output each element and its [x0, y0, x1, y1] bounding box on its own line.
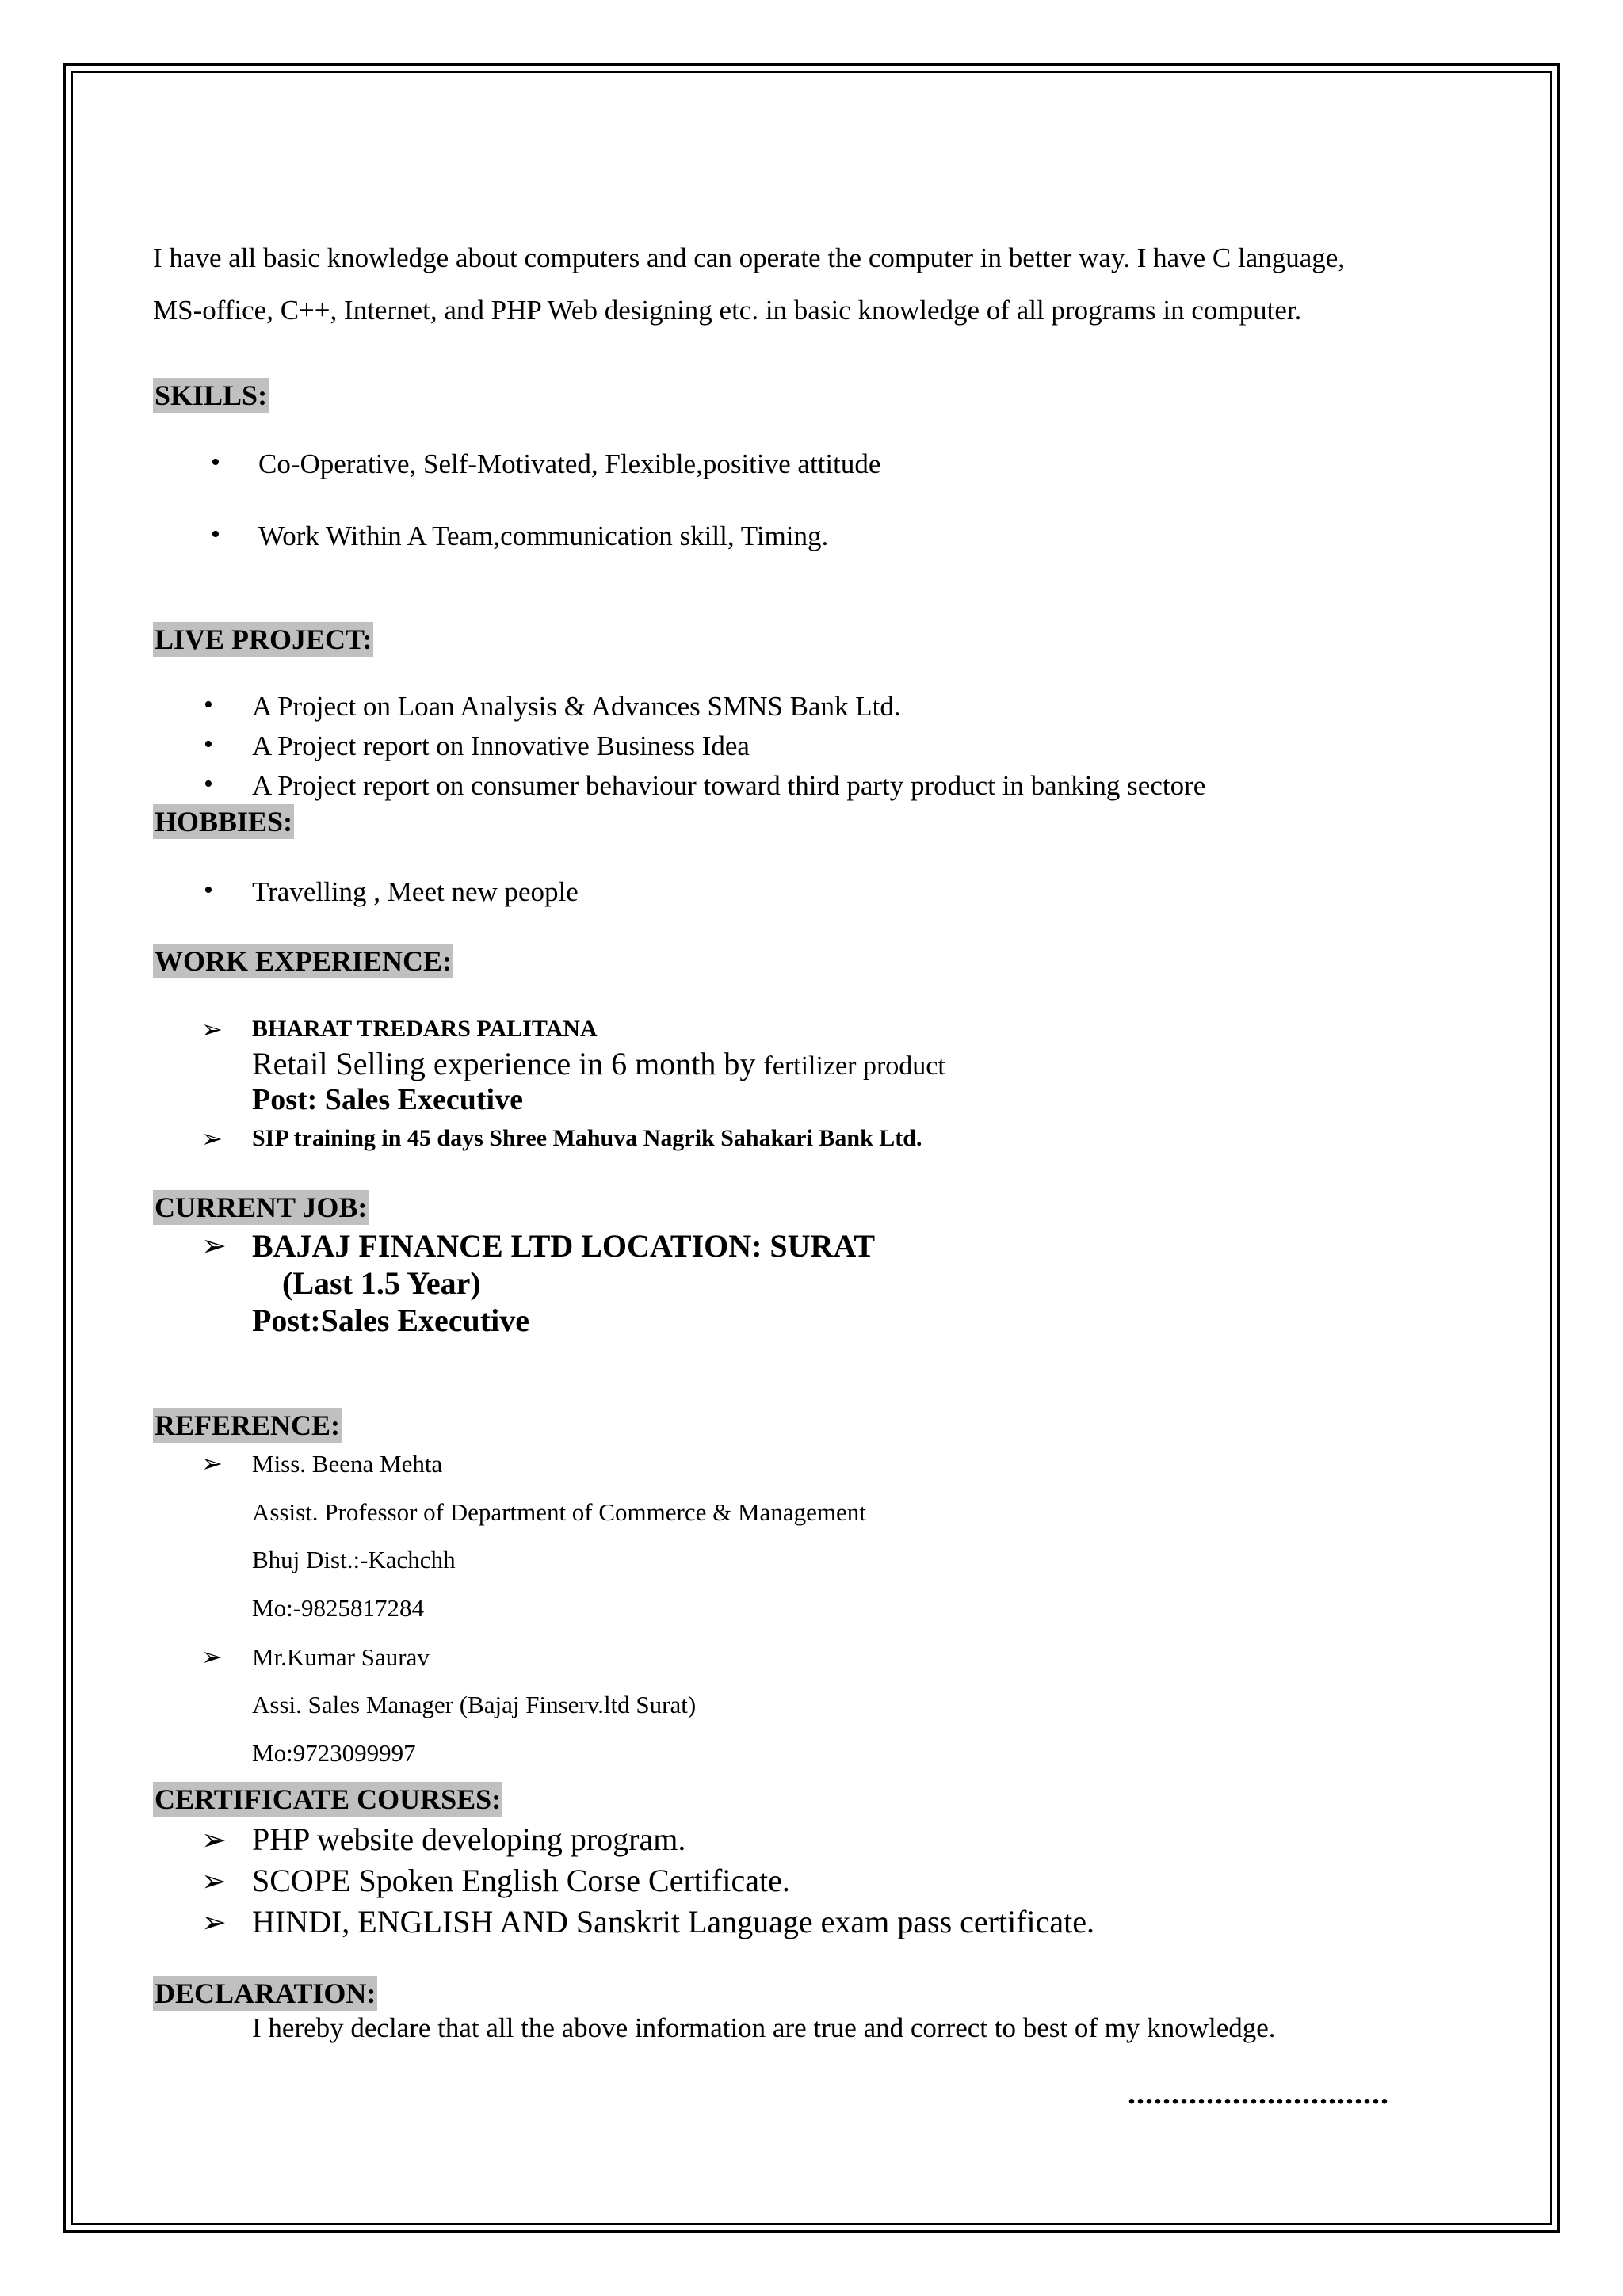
work-post: Post: Sales Executive	[252, 1083, 523, 1116]
current-job-company: BAJAJ FINANCE LTD LOCATION: SURAT	[252, 1228, 876, 1264]
current-job-duration	[282, 1264, 481, 1302]
project-item: A Project report on Innovative Business Idea	[252, 730, 750, 761]
work-detail-main: Retail Selling experience in 6 month by	[252, 1046, 764, 1081]
current-job-post: Post:Sales Executive	[252, 1302, 529, 1338]
current-job-duration-text: (Last 1.5 Year)	[282, 1265, 481, 1301]
reference-2-mobile: Mo:9723099997	[252, 1739, 416, 1767]
project-item: A Project report on consumer behaviour toward third party product in banking sectore	[252, 770, 1206, 801]
bullet-icon: •	[211, 520, 220, 549]
certificate-item: SCOPE Spoken English Corse Certificate.	[252, 1863, 790, 1898]
current-job-heading: CURRENT JOB:	[155, 1192, 368, 1223]
bullet-icon: •	[204, 730, 213, 759]
signature-line: ..............................	[1128, 2075, 1389, 2111]
certificates-heading: CERTIFICATE COURSES:	[155, 1783, 502, 1815]
reference-2-name: Mr.Kumar Saurav	[252, 1643, 430, 1671]
skill-item: Work Within A Team,communication skill, Timing.	[258, 521, 829, 551]
arrow-bullet-icon: ➢	[201, 1906, 227, 1939]
arrow-bullet-icon: ➢	[201, 1824, 227, 1857]
work-experience-heading: WORK EXPERIENCE:	[155, 945, 453, 977]
arrow-bullet-icon: ➢	[201, 1230, 227, 1263]
declaration-heading: DECLARATION:	[155, 1978, 376, 2009]
reference-1-name: Miss. Beena Mehta	[252, 1450, 443, 1478]
bullet-icon: •	[204, 690, 213, 719]
declaration-text: I hereby declare that all the above information are true and correct to best of my knowledge.	[252, 2012, 1276, 2043]
bullet-icon: •	[204, 875, 213, 905]
work-company: BHARAT TREDARS PALITANA	[252, 1016, 598, 1042]
reference-2-title: Assi. Sales Manager (Bajaj Finserv.ltd Surat)	[252, 1691, 697, 1718]
arrow-bullet-icon: ➢	[201, 1015, 223, 1043]
reference-1-title: Assist. Professor of Department of Commerce & Management	[252, 1498, 866, 1526]
hobbies-heading: HOBBIES:	[155, 806, 293, 837]
skills-heading: SKILLS:	[155, 379, 268, 411]
intro-line-2: MS-office, C++, Internet, and PHP Web designing etc. in basic knowledge of all programs in computer.	[153, 295, 1302, 326]
hobby-item: Travelling , Meet new people	[252, 876, 579, 907]
arrow-bullet-icon: ➢	[201, 1449, 223, 1478]
work-sip: SIP training in 45 days Shree Mahuva Nagrik Sahakari Bank Ltd.	[252, 1125, 922, 1151]
arrow-bullet-icon: ➢	[201, 1865, 227, 1898]
bullet-icon: •	[211, 448, 220, 477]
certificate-item: HINDI, ENGLISH AND Sanskrit Language exam pass certificate.	[252, 1904, 1095, 1939]
skill-item: Co-Operative, Self-Motivated, Flexible,positive attitude	[258, 448, 881, 479]
certificate-item: PHP website developing program.	[252, 1821, 686, 1857]
intro-line-1: I have all basic knowledge about computers and can operate the computer in better way. I have C language,	[153, 242, 1346, 273]
bullet-icon: •	[204, 769, 213, 799]
arrow-bullet-icon: ➢	[201, 1124, 223, 1153]
live-project-heading: LIVE PROJECT:	[155, 624, 372, 655]
reference-1-location: Bhuj Dist.:-Kachchh	[252, 1546, 456, 1573]
arrow-bullet-icon: ➢	[201, 1642, 223, 1671]
reference-1-mobile: Mo:-9825817284	[252, 1594, 424, 1622]
work-detail	[252, 1045, 945, 1082]
reference-heading: REFERENCE:	[155, 1409, 341, 1441]
project-item: A Project on Loan Analysis & Advances SMNS Bank Ltd.	[252, 691, 901, 722]
work-detail-product: fertilizer product	[763, 1051, 945, 1081]
